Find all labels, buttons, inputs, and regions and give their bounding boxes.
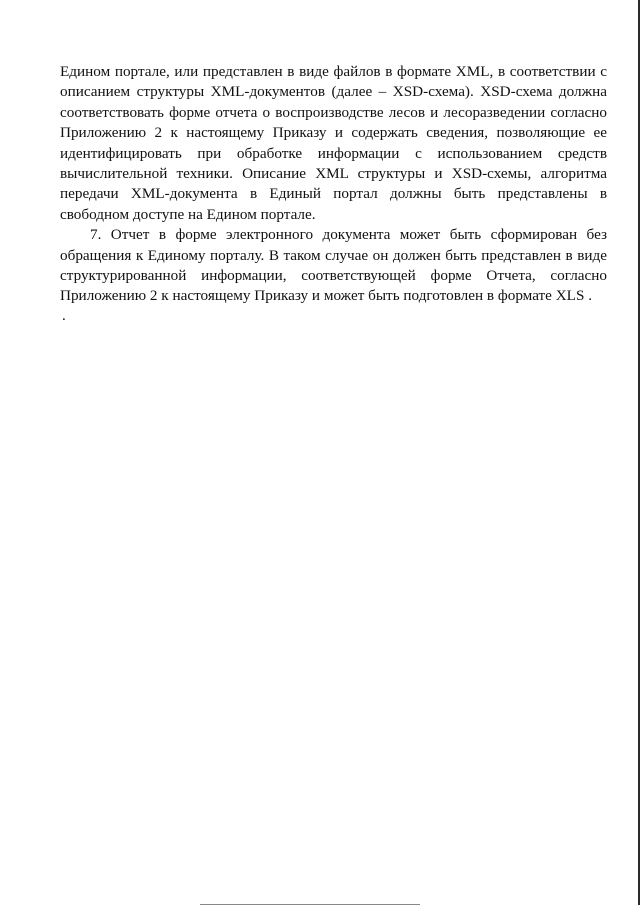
stray-dot-mark: . [62, 307, 66, 324]
document-body [60, 62, 607, 323]
paragraph-continuation: Едином портале, или представлен в виде файлов в формате XML, в соответствии с описанием структуры XML-документов (далее – XSD-схема). XSD-схема должна соответствовать форме отчета о воспроизводстве лесов и лесоразведении согласно Приложению 2 к настоящему Приказу и содержать сведения, позволяющие ее идентифицировать при обработке информации с использованием средств вычислительной техники. Описание XML структуры и XSD-схемы, алгоритма передачи XML-документа в Единый портал должны быть представлены в свободном доступе на Едином портале. [60, 63, 607, 223]
paragraph-item-7: 7. Отчет в форме электронного документа может быть сформирован без обращения к Единому порталу. В таком случае он должен быть представлен в виде структурированной информации, соответствующей форме Отчета, согласно Приложению 2 к настоящему Приказу и может быть подготовлен в формате XLS . [60, 226, 607, 305]
